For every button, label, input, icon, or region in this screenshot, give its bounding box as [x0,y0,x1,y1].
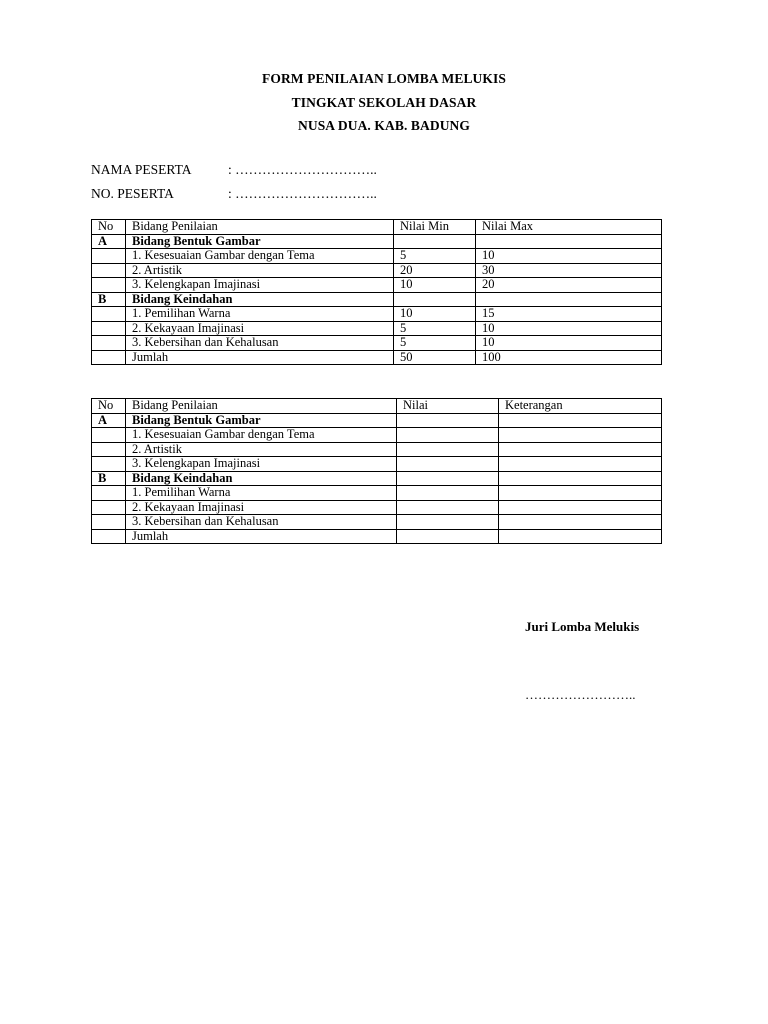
table-cell [92,350,126,365]
table-cell [92,442,126,457]
table-cell: Bidang Keindahan [126,471,397,486]
table-cell [92,263,126,278]
table-cell: Jumlah [126,350,394,365]
table-cell [476,234,662,249]
header-cell: Nilai Min [394,220,476,235]
form-subtitle-level: TINGKAT SEKOLAH DASAR [291,95,477,110]
table-cell: 100 [476,350,662,365]
header-cell: Keterangan [499,399,662,414]
remark-cell[interactable] [499,457,662,472]
table-cell [92,278,126,293]
table-row [92,500,662,515]
remark-cell[interactable] [499,486,662,501]
table-cell [92,307,126,322]
table-cell: 50 [394,350,476,365]
table-row [92,278,662,293]
header-cell: No [92,399,126,414]
table-cell: Bidang Bentuk Gambar [126,413,397,428]
score-entry-table [91,398,662,544]
table-cell [92,500,126,515]
header-cell: No [92,220,126,235]
table-cell [394,292,476,307]
score-cell[interactable] [397,428,499,443]
table-cell: 1. Kesesuaian Gambar dengan Tema [126,249,394,264]
table-cell [476,292,662,307]
table-cell: 3. Kebersihan dan Kehalusan [126,515,397,530]
participant-number-blank: : ………………………….. [228,186,377,201]
scoring-range-table [91,219,662,365]
table-row [92,234,662,249]
table-row [92,263,662,278]
table-cell [92,515,126,530]
table-cell [394,234,476,249]
table-cell: Jumlah [126,529,397,544]
table-cell: 1. Pemilihan Warna [126,486,397,501]
table-cell: 3. Kebersihan dan Kehalusan [126,336,394,351]
table-cell: 2. Kekayaan Imajinasi [126,500,397,515]
table-row [92,471,662,486]
table-cell: Bidang Keindahan [126,292,394,307]
table-header-row [92,220,662,235]
score-cell[interactable] [397,500,499,515]
table-cell [92,249,126,264]
table-cell: 5 [394,336,476,351]
table-cell: 10 [394,307,476,322]
judge-signature-line: …………………….. [525,687,636,702]
score-cell[interactable] [397,413,499,428]
judge-signature-title: Juri Lomba Melukis [525,619,640,634]
score-cell[interactable] [397,486,499,501]
score-cell[interactable] [397,529,499,544]
header-cell: Bidang Penilaian [126,220,394,235]
table-row [92,457,662,472]
table-cell: A [92,413,126,428]
remark-cell[interactable] [499,442,662,457]
remark-cell[interactable] [499,413,662,428]
header-cell: Nilai Max [476,220,662,235]
table-cell: 15 [476,307,662,322]
table-cell: B [92,292,126,307]
table-cell: Bidang Bentuk Gambar [126,234,394,249]
table-row [92,321,662,336]
table-cell [92,529,126,544]
participant-number-label: NO. PESERTA [91,186,174,201]
table-cell: 3. Kelengkapan Imajinasi [126,278,394,293]
table-row [92,336,662,351]
table-cell: 1. Kesesuaian Gambar dengan Tema [126,428,397,443]
table-cell: 2. Artistik [126,442,397,457]
table-row [92,249,662,264]
participant-name-blank: : ………………………….. [228,162,377,177]
table-row [92,292,662,307]
table-cell: 10 [476,336,662,351]
table-cell [92,321,126,336]
table-cell: 20 [394,263,476,278]
table-row [92,442,662,457]
table-row [92,428,662,443]
remark-cell[interactable] [499,515,662,530]
table-cell: 10 [476,321,662,336]
table-row [92,413,662,428]
score-cell[interactable] [397,442,499,457]
table-cell: B [92,471,126,486]
score-cell[interactable] [397,515,499,530]
table-cell: 3. Kelengkapan Imajinasi [126,457,397,472]
table-cell: 2. Artistik [126,263,394,278]
table-cell [92,486,126,501]
form-subtitle-location: NUSA DUA. KAB. BADUNG [298,118,470,133]
table-cell [92,457,126,472]
table-cell: 2. Kekayaan Imajinasi [126,321,394,336]
table-cell: 5 [394,249,476,264]
table-row [92,307,662,322]
table-cell: 20 [476,278,662,293]
table-cell: 30 [476,263,662,278]
table-cell: 10 [394,278,476,293]
table-row [92,486,662,501]
score-cell[interactable] [397,471,499,486]
header-cell: Nilai [397,399,499,414]
remark-cell[interactable] [499,529,662,544]
table-header-row [92,399,662,414]
remark-cell[interactable] [499,500,662,515]
form-title: FORM PENILAIAN LOMBA MELUKIS [262,71,506,86]
remark-cell[interactable] [499,471,662,486]
header-cell: Bidang Penilaian [126,399,397,414]
score-cell[interactable] [397,457,499,472]
table-cell [92,336,126,351]
table-cell: 1. Pemilihan Warna [126,307,394,322]
table-row [92,515,662,530]
remark-cell[interactable] [499,428,662,443]
table-row [92,350,662,365]
participant-name-label: NAMA PESERTA [91,162,192,177]
table-row [92,529,662,544]
table-cell [92,428,126,443]
table-cell: 10 [476,249,662,264]
table-cell: A [92,234,126,249]
table-cell: 5 [394,321,476,336]
